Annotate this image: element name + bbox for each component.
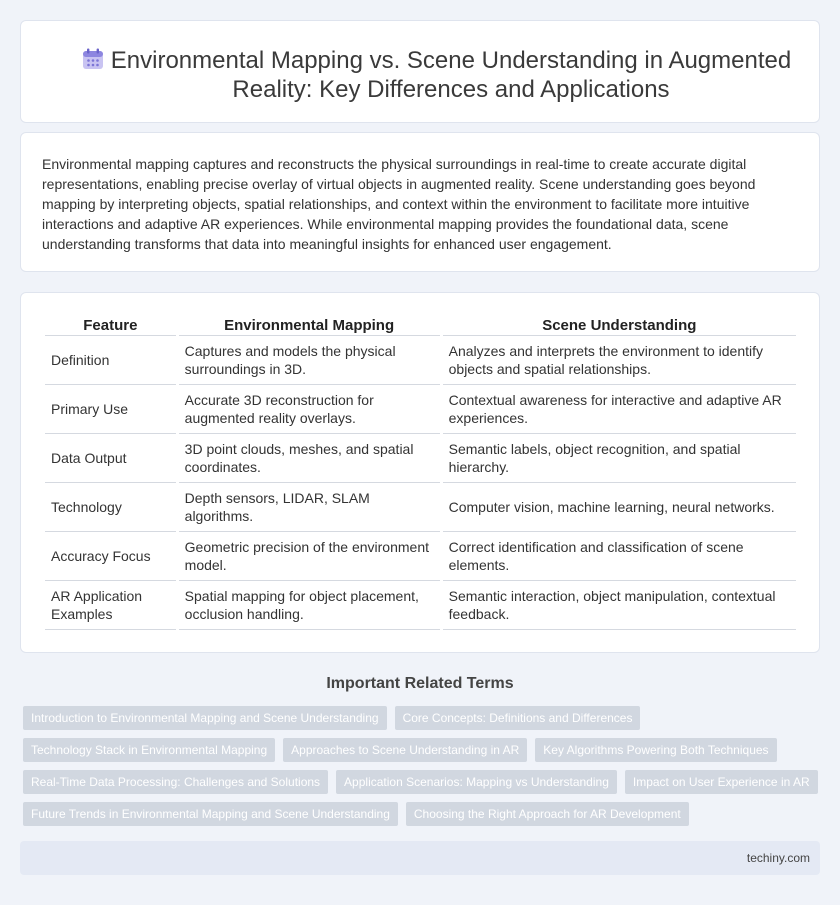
related-term-tag[interactable]: Key Algorithms Powering Both Techniques bbox=[535, 738, 776, 762]
related-term-tag[interactable]: Future Trends in Environmental Mapping and Scene Understanding bbox=[23, 802, 398, 826]
row-scene-understanding: Analyzes and interprets the environment to identify objects and spatial relationships. bbox=[443, 336, 796, 385]
intro-paragraph: Environmental mapping captures and reconstructs the physical surroundings in real-time to create accurate digital representations, enabling precise overlay of virtual objects in augmented reality. Scene understanding goes beyond mapping by interpreting objects, spatial relationships, and context within the environment to facilitate more intuitive interactions and adaptive AR experiences. While environmental mapping provides the foundational data, scene understanding transforms that data into meaningful insights for enhanced user engagement. bbox=[42, 156, 756, 252]
row-environmental-mapping: Spatial mapping for object placement, occlusion handling. bbox=[179, 581, 440, 630]
row-scene-understanding: Semantic interaction, object manipulation, contextual feedback. bbox=[443, 581, 796, 630]
table-row bbox=[45, 336, 796, 385]
intro-card bbox=[20, 132, 820, 272]
page-title: Environmental Mapping vs. Scene Understanding in Augmented Reality: Key Differences and Applications bbox=[110, 47, 792, 103]
column-header-feature: Feature bbox=[45, 315, 176, 336]
related-term-tag[interactable]: Application Scenarios: Mapping vs Understanding bbox=[336, 770, 617, 794]
related-term-tag[interactable]: Core Concepts: Definitions and Differences bbox=[395, 706, 641, 730]
row-environmental-mapping: Accurate 3D reconstruction for augmented reality overlays. bbox=[179, 385, 440, 434]
row-scene-understanding: Correct identification and classification of scene elements. bbox=[443, 532, 796, 581]
row-environmental-mapping: 3D point clouds, meshes, and spatial coordinates. bbox=[179, 434, 440, 483]
calendar-grid-icon bbox=[81, 47, 105, 71]
table-row bbox=[45, 532, 796, 581]
related-terms-list bbox=[23, 706, 819, 826]
related-term-tag[interactable]: Choosing the Right Approach for AR Development bbox=[406, 802, 689, 826]
row-feature: Technology bbox=[45, 483, 176, 532]
row-feature: AR Application Examples bbox=[45, 581, 176, 630]
row-scene-understanding: Semantic labels, object recognition, and spatial hierarchy. bbox=[443, 434, 796, 483]
related-term-tag[interactable]: Impact on User Experience in AR bbox=[625, 770, 818, 794]
row-feature: Data Output bbox=[45, 434, 176, 483]
footer-brand: techiny.com bbox=[746, 851, 810, 865]
related-term-tag[interactable]: Real-Time Data Processing: Challenges and Solutions bbox=[23, 770, 328, 794]
related-terms-heading: Important Related Terms bbox=[326, 675, 514, 692]
comparison-table bbox=[42, 315, 799, 630]
table-header-row bbox=[45, 315, 796, 336]
related-term-tag[interactable]: Approaches to Scene Understanding in AR bbox=[283, 738, 527, 762]
table-row bbox=[45, 483, 796, 532]
footer bbox=[20, 841, 820, 875]
row-feature: Accuracy Focus bbox=[45, 532, 176, 581]
row-feature: Definition bbox=[45, 336, 176, 385]
table-row bbox=[45, 434, 796, 483]
column-header-scene-understanding: Scene Understanding bbox=[443, 315, 796, 336]
related-term-tag[interactable]: Technology Stack in Environmental Mapping bbox=[23, 738, 275, 762]
row-environmental-mapping: Depth sensors, LIDAR, SLAM algorithms. bbox=[179, 483, 440, 532]
row-environmental-mapping: Geometric precision of the environment model. bbox=[179, 532, 440, 581]
column-header-environmental-mapping: Environmental Mapping bbox=[179, 315, 440, 336]
related-term-tag[interactable]: Introduction to Environmental Mapping and Scene Understanding bbox=[23, 706, 387, 730]
table-row bbox=[45, 385, 796, 434]
comparison-table-card bbox=[20, 292, 820, 653]
title-card bbox=[20, 20, 820, 123]
row-feature: Primary Use bbox=[45, 385, 176, 434]
row-scene-understanding: Computer vision, machine learning, neural networks. bbox=[443, 483, 796, 532]
row-environmental-mapping: Captures and models the physical surroundings in 3D. bbox=[179, 336, 440, 385]
row-scene-understanding: Contextual awareness for interactive and adaptive AR experiences. bbox=[443, 385, 796, 434]
table-row bbox=[45, 581, 796, 630]
